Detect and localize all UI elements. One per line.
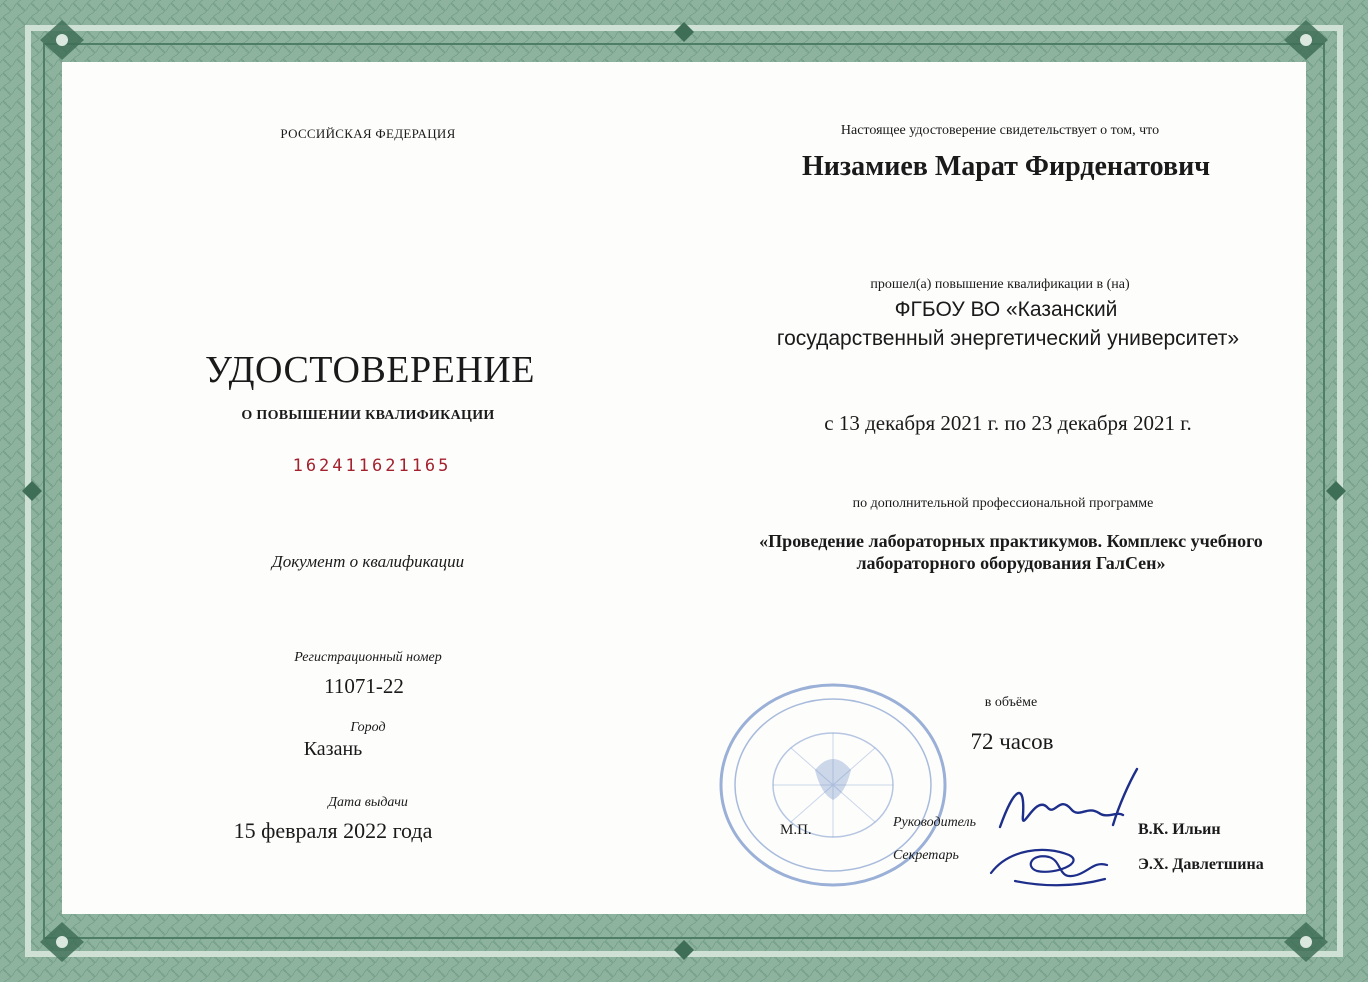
volume-label: в объёме xyxy=(984,695,1038,710)
city-label: Город xyxy=(350,720,386,735)
intro-text: Настоящее удостоверение свидетельствует о том, что xyxy=(840,123,1160,138)
issue-date: 15 февраля 2022 года xyxy=(233,818,433,843)
city: Казань xyxy=(303,738,363,760)
country-label: РОССИЙСКАЯ ФЕДЕРАЦИЯ xyxy=(280,126,456,141)
study-period: с 13 декабря 2021 г. по 23 декабря 2021 г. xyxy=(824,411,1192,435)
program-line-1: «Проведение лабораторных практикумов. Комплекс учебного xyxy=(759,531,1263,551)
registration-number: 11071-22 xyxy=(324,674,404,698)
document-type: Документ о квалификации xyxy=(271,552,465,571)
issue-date-label: Дата выдачи xyxy=(328,795,408,810)
program-line-2: лабораторного оборудования ГалСен» xyxy=(856,553,1166,573)
document-title: УДОСТОВЕРЕНИЕ xyxy=(205,349,535,391)
secretary-signature xyxy=(985,835,1125,895)
registration-number-label: Регистрационный номер xyxy=(294,650,442,665)
passed-text: прошел(а) повышение квалификации в (на) xyxy=(870,277,1130,292)
program-label: по дополнительной профессиональной программе xyxy=(852,496,1154,511)
institution-line-1: ФГБОУ ВО «Казанский xyxy=(894,298,1118,321)
stamp-place-label: М.П. xyxy=(780,822,812,838)
head-signature xyxy=(995,765,1145,845)
document-subtitle: О ПОВЫШЕНИИ КВАЛИФИКАЦИИ xyxy=(241,408,495,423)
head-label: Руководитель xyxy=(893,815,977,830)
institution-line-2: государственный энергетический университет» xyxy=(776,327,1240,350)
person-name: Низамиев Марат Фирденатович xyxy=(801,151,1211,182)
secretary-name: Э.Х. Давлетшина xyxy=(1138,856,1264,873)
head-name: В.К. Ильин xyxy=(1138,821,1221,838)
secretary-label: Секретарь xyxy=(893,848,959,863)
serial-number: 162411621165 xyxy=(292,456,452,476)
hours: 72 часов xyxy=(970,729,1054,754)
